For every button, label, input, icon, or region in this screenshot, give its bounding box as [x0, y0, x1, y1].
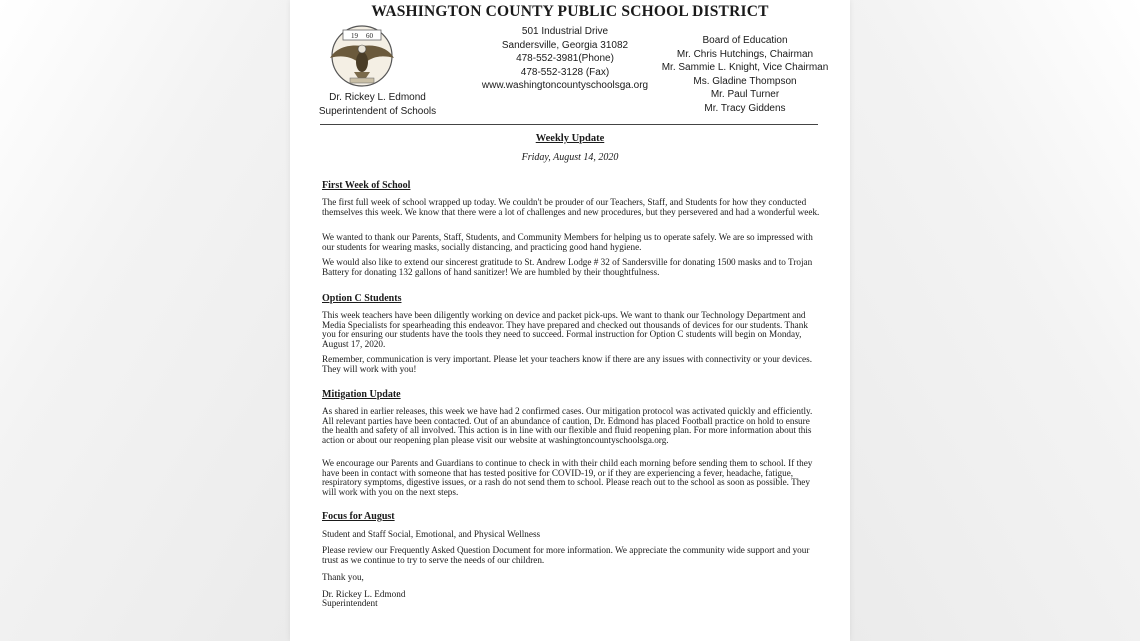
district-name: WASHINGTON COUNTY PUBLIC SCHOOL DISTRICT	[371, 3, 769, 20]
seal-year-left: 19	[351, 32, 358, 40]
superintendent-title: Superintendent of Schools	[318, 105, 437, 117]
address-city: Sandersville, Georgia 31082	[501, 39, 629, 51]
board-block	[660, 34, 830, 116]
closing-name: Dr. Rickey L. Edmond	[322, 589, 406, 599]
board-member: Ms. Gladine Thompson	[693, 75, 797, 87]
update-title: Weekly Update	[535, 133, 605, 144]
section-heading-first-week: First Week of School	[322, 180, 411, 191]
section-heading-option-c: Option C Students	[322, 293, 402, 304]
paragraph: Student and Staff Social, Emotional, and Physical Wellness	[322, 529, 541, 539]
paragraph: As shared in earlier releases, this week we have had 2 confirmed cases. Our mitigation protocol was activated quickly and efficiently. All relevant parties have been contacted. Out of an abundance of caution, Dr. Edmond has placed Football practice on hold to ensure the health and safety of all involved. This action is in line with our flexible and fluid reopening plan. For more information about this action or about our reopening plan please visit our website at washingtoncountyschoolsga.org.	[322, 406, 813, 445]
district-seal-logo	[326, 22, 398, 90]
paragraph: We would also like to extend our sincerest gratitude to St. Andrew Lodge # 32 of Sandersville for donating 1500 masks and to Trojan Battery for donating 132 gallons of hand sanitizer! We are humbled by their thoughtfulness.	[322, 257, 813, 277]
board-member: Mr. Tracy Giddens	[704, 102, 786, 114]
update-date: Friday, August 14, 2020	[521, 152, 619, 163]
address-website: www.washingtoncountyschoolsga.org	[481, 80, 649, 92]
paragraph: We encourage our Parents and Guardians to continue to check in with their child each morning before sending them to school. If they have been in contact with someone that has tested positive for COVID-19, or if they are experiencing a fever, headache, fatigue, respiratory symptoms, digestive issues, or a rash do not send them to school. Please reach out to the school as soon as possible. They will work with you on the next steps.	[322, 458, 813, 497]
superintendent-name: Dr. Rickey L. Edmond	[329, 92, 426, 103]
section-heading-mitigation: Mitigation Update	[322, 389, 401, 400]
board-member: Mr. Paul Turner	[710, 89, 780, 101]
board-member: Mr. Chris Hutchings, Chairman	[676, 48, 814, 60]
letter-page	[290, 0, 850, 641]
background-right	[850, 0, 1140, 641]
closing-title: Superintendent	[322, 598, 378, 608]
header-divider	[320, 124, 818, 125]
superintendent-block	[310, 91, 445, 118]
paragraph: This week teachers have been diligently working on device and packet pick-ups. We want to thank our Technology Department and Media Specialists for spearheading this endeavor. They have prepared and checked out thousands of devices for our students. Thank you for ensuring our students have the tools they need to succeed. Formal instruction for Option C students will begin on Monday, August 17, 2020.	[322, 310, 808, 349]
address-street: 501 Industrial Drive	[521, 26, 609, 37]
paragraph: We wanted to thank our Parents, Staff, Students, and Community Members for helping us to operate safely. We are so impressed with our students for wearing masks, socially distancing, and practicing good hand hygiene.	[322, 232, 813, 252]
background-left	[0, 0, 290, 641]
board-member: Mr. Sammie L. Knight, Vice Chairman	[661, 62, 829, 74]
seal-year-right: 60	[366, 32, 373, 40]
board-heading: Board of Education	[702, 35, 788, 46]
closing-thanks: Thank you,	[322, 572, 364, 582]
section-heading-focus: Focus for August	[322, 511, 395, 522]
paragraph: Remember, communication is very important. Please let your teachers know if there are any issues with connectivity or your devices. They will work with you!	[322, 354, 812, 374]
address-phone: 478-552-3981(Phone)	[516, 53, 614, 65]
address-fax: 478-552-3128 (Fax)	[520, 66, 610, 78]
paragraph: Please review our Frequently Asked Question Document for more information. We appreciate the community wide support and your trust as we continue to try to serve the needs of our children.	[322, 545, 810, 565]
address-block	[465, 25, 665, 93]
paragraph: The first full week of school wrapped up today. We couldn't be prouder of our Teachers, Staff, and Students for how they conducted themselves this week. We know that there were a lot of challenges and new procedures, but they persevered and had a wonderful week.	[322, 197, 820, 217]
